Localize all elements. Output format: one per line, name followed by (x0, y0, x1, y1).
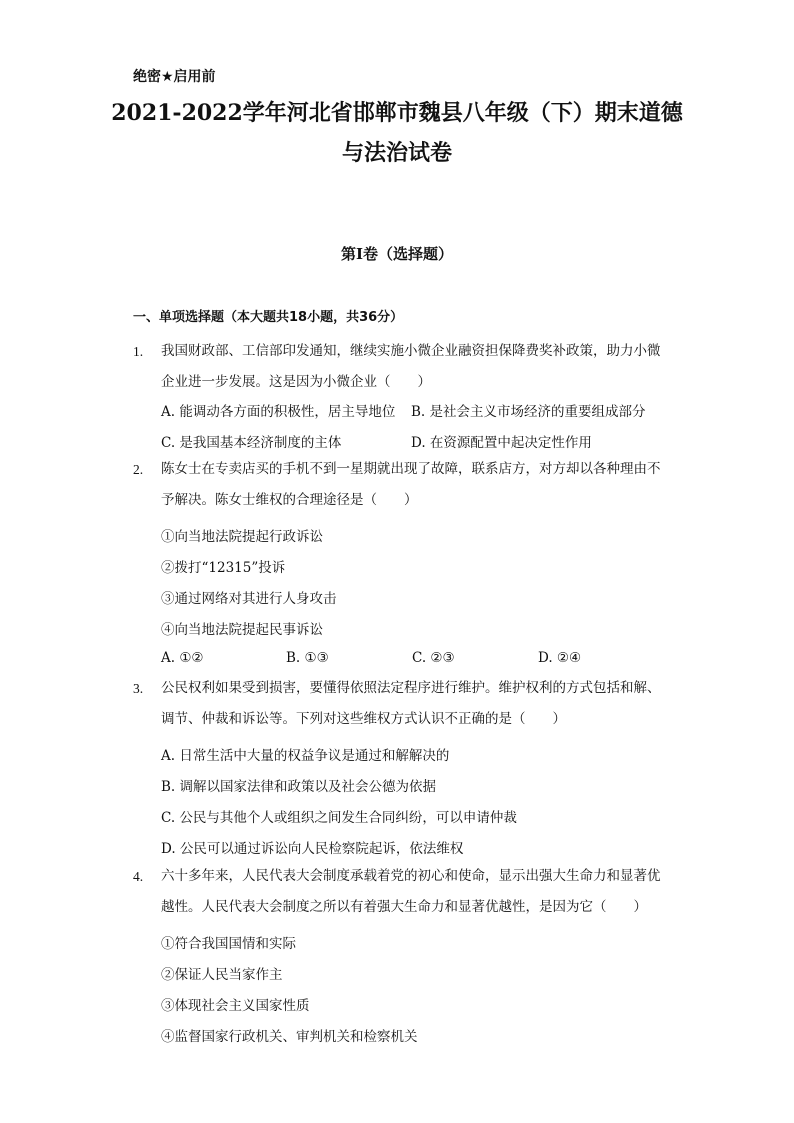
exam-title-line1: 2021-2022学年河北省邯郸市魏县八年级（下）期末道德 (111, 100, 683, 126)
question-number: 4. (133, 869, 144, 884)
statement-2: ②拨打“12315”投诉 (161, 560, 286, 576)
statement-4: ④监督国家行政机关、审判机关和检察机关 (161, 1029, 418, 1045)
section-title: 第Ⅰ卷（选择题） (340, 245, 454, 263)
option-a[interactable]: A. 日常生活中大量的权益争议是通过和解解决的 (161, 748, 450, 764)
exam-title (100, 96, 694, 170)
question-stem: 公民权利如果受到损害，要懂得依照法定程序进行维护。维护权利的方式包括和解、调节、仲裁和诉讼等。下列对这些维权方式认识不正确的是（ ） (161, 680, 661, 727)
question-number: 3. (133, 681, 144, 696)
question-stem: 六十多年来，人民代表大会制度承载着党的初心和使命，显示出强大生命力和显著优越性。人民代表大会制度之所以有着强大生命力和显著优越性，是因为它（ ） (161, 868, 661, 915)
part-heading: 一、单项选择题（本大题共18小题，共36分） (133, 310, 404, 325)
option-c[interactable]: C. 是我国基本经济制度的主体 (161, 435, 342, 451)
question-number: 1. (133, 344, 144, 359)
option-d[interactable]: D. ②④ (538, 650, 582, 666)
statement-4: ④向当地法院提起民事诉讼 (161, 622, 323, 638)
question-stem: 陈女士在专卖店买的手机不到一星期就出现了故障，联系店方，对方却以各种理由不予解决。陈女士维权的合理途径是（ ） (161, 461, 661, 508)
option-d[interactable]: D. 公民可以通过诉讼向人民检察院起诉，依法维权 (161, 841, 464, 857)
exam-title-line2: 与法治试卷 (341, 140, 452, 166)
question-number: 2. (133, 462, 144, 477)
option-b[interactable]: B. ①③ (286, 650, 329, 666)
option-d[interactable]: D. 在资源配置中起决定性作用 (411, 435, 592, 451)
option-c[interactable]: C. ②③ (412, 650, 455, 666)
option-a[interactable]: A. ①② (161, 650, 204, 666)
option-a[interactable]: A. 能调动各方面的积极性，居主导地位 (161, 404, 396, 420)
statement-2: ②保证人民当家作主 (161, 967, 283, 983)
statement-1: ①向当地法院提起行政诉讼 (161, 529, 323, 545)
confidential-label: 绝密★启用前 (133, 69, 216, 85)
option-b[interactable]: B. 是社会主义市场经济的重要组成部分 (411, 404, 646, 420)
statement-3: ③体现社会主义国家性质 (161, 998, 310, 1014)
option-b[interactable]: B. 调解以国家法律和政策以及社会公德为依据 (161, 779, 437, 795)
statement-1: ①符合我国国情和实际 (161, 936, 296, 952)
option-c[interactable]: C. 公民与其他个人或组织之间发生合同纠纷，可以申请仲裁 (161, 810, 517, 826)
statement-3: ③通过网络对其进行人身攻击 (161, 591, 337, 607)
question-stem: 我国财政部、工信部印发通知，继续实施小微企业融资担保降费奖补政策，助力小微企业进一步发展。这是因为小微企业（ ） (161, 343, 661, 390)
